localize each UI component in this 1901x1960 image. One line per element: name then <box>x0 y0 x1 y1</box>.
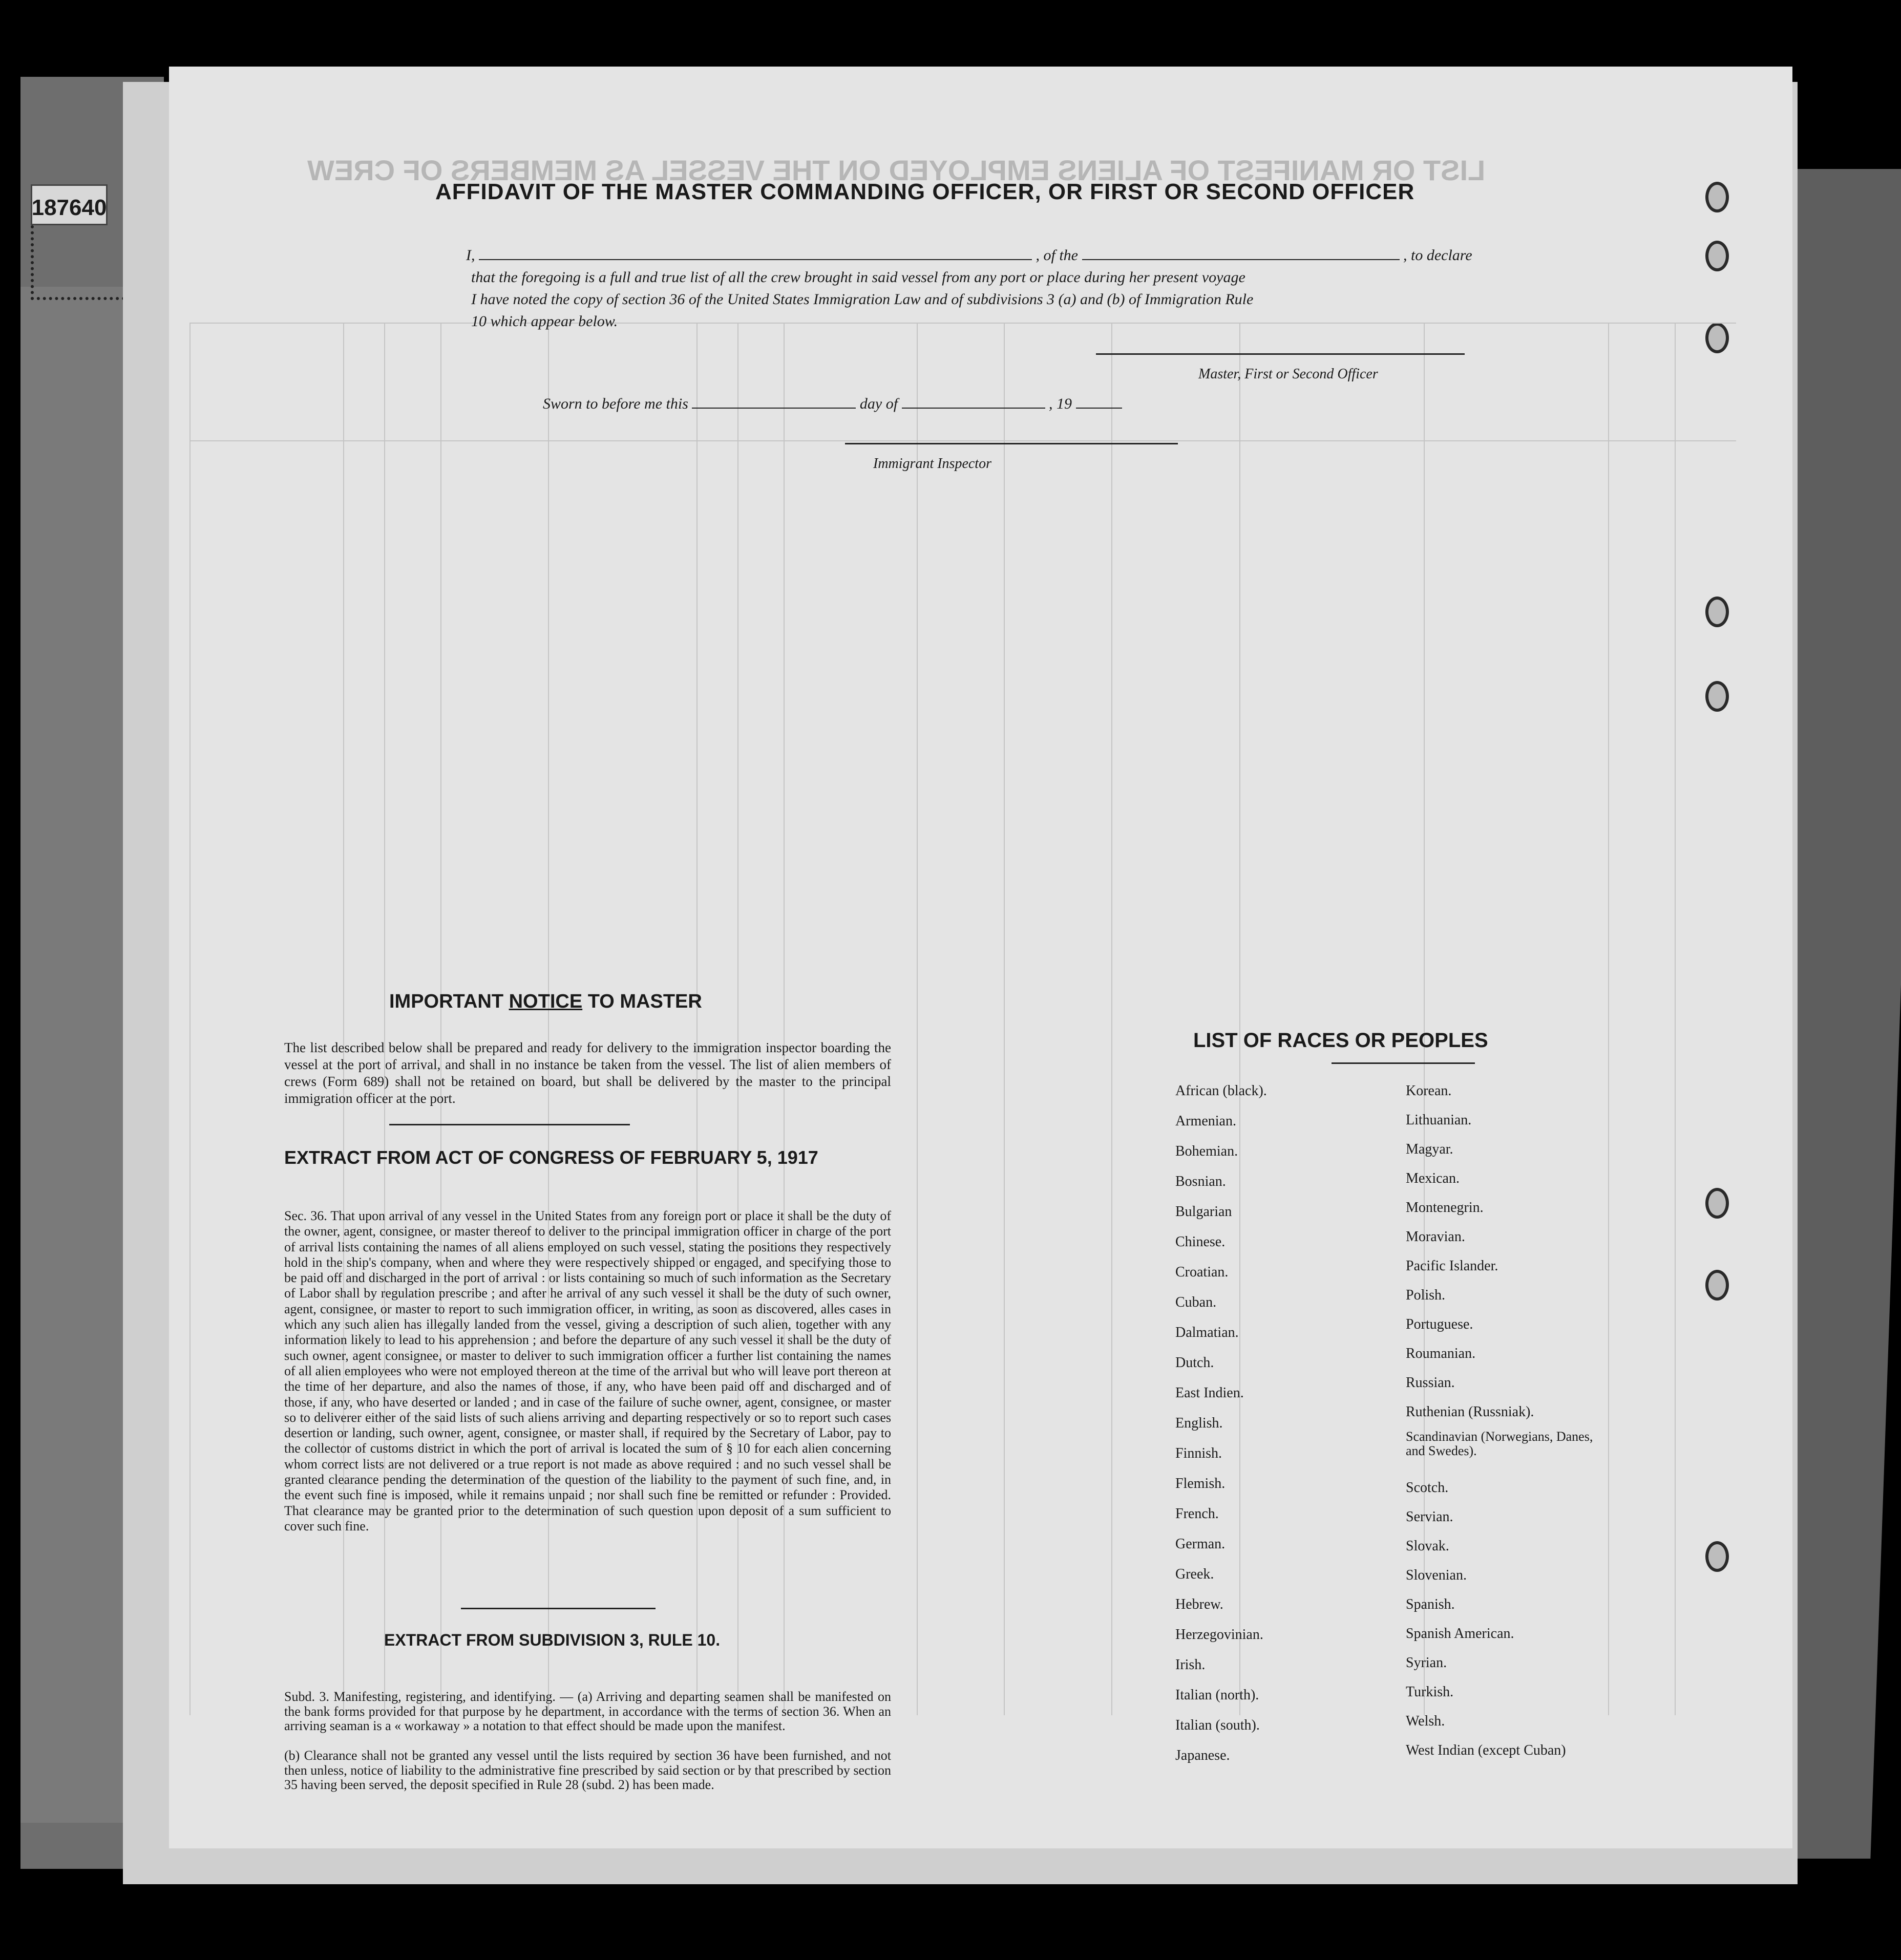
rule-body-a: Subd. 3. Manifesting, registering, and identifying. — (a) Arriving and departing seamen shall be manifested on the bank forms provided for that purpose by he department, in accordance with the terms of section 36. When an arriving seaman is a « workaway » a notation to that effect should be made upon the manifest. <box>284 1689 891 1733</box>
race-item: Slovenian. <box>1406 1567 1467 1583</box>
race-item: Finnish. <box>1175 1445 1222 1461</box>
race-item: German. <box>1175 1536 1226 1552</box>
i-label: I, <box>466 247 475 264</box>
punch-hole-icon <box>1705 182 1729 212</box>
act-heading: EXTRACT FROM ACT OF CONGRESS OF FEBRUARY 5, 1917 <box>284 1147 818 1168</box>
vessel-blank[interactable] <box>1082 246 1400 260</box>
race-item: Roumanian. <box>1406 1346 1476 1361</box>
sworn-label: Sworn to before me this <box>543 395 688 412</box>
race-item: Japanese. <box>1175 1748 1230 1763</box>
race-item: Spanish American. <box>1406 1626 1514 1642</box>
affidavit-line-2: I have noted the copy of section 36 of the United States Immigration Law and of subdivisions 3 (a) and (b) of Immigration Rule <box>471 291 1254 308</box>
race-item: Italian (south). <box>1175 1717 1260 1733</box>
race-item: African (black). <box>1175 1083 1267 1099</box>
race-item: Turkish. <box>1406 1684 1454 1700</box>
rule-body-b: (b) Clearance shall not be granted any vessel until the lists required by section 36 have been furnished, and not then unless, notice of liability to the administrative fine prescribed by said section or by that prescribed by section 35 having been served, the deposit specified in Rule 28 (subd. 2) has been made. <box>284 1748 891 1792</box>
notice-heading-important: IMPORTANT <box>389 991 504 1012</box>
notice-heading <box>389 991 702 1013</box>
name-blank[interactable] <box>479 246 1032 260</box>
inspector-signature-line[interactable] <box>845 443 1178 444</box>
day-of-label: day of <box>859 395 898 412</box>
inspector-label: Immigrant Inspector <box>873 456 991 472</box>
race-item: Italian (north). <box>1175 1687 1259 1703</box>
race-item: English. <box>1175 1415 1223 1431</box>
race-item: Armenian. <box>1175 1113 1236 1129</box>
race-item: Croatian. <box>1175 1264 1229 1280</box>
officer-label: Master, First or Second Officer <box>1198 366 1378 382</box>
race-item: Irish. <box>1175 1657 1206 1673</box>
race-item: Dalmatian. <box>1175 1325 1239 1340</box>
sworn-day-blank[interactable] <box>692 394 856 409</box>
race-item: Hebrew. <box>1175 1596 1223 1612</box>
year-label: , 19 <box>1049 395 1072 412</box>
race-item: Montenegrin. <box>1406 1200 1484 1216</box>
sworn-year-blank[interactable] <box>1076 394 1122 409</box>
stamp-number: 187640 <box>31 184 108 225</box>
race-item: French. <box>1175 1506 1219 1522</box>
race-item: Lithuanian. <box>1406 1112 1472 1128</box>
race-item: West Indian (except Cuban) <box>1406 1742 1566 1758</box>
races-heading: LIST OF RACES OR PEOPLES <box>1193 1029 1488 1052</box>
race-item: Syrian. <box>1406 1655 1447 1671</box>
race-item: East Indien. <box>1175 1385 1244 1401</box>
sworn-line <box>543 394 1122 413</box>
notice-heading-to-master: TO MASTER <box>587 991 702 1012</box>
race-item: Herzegovinian. <box>1175 1627 1263 1643</box>
affidavit-name-line <box>466 246 1472 264</box>
of-the-label: , of the <box>1036 247 1078 264</box>
race-item: Cuban. <box>1175 1294 1217 1310</box>
race-item: Bosnian. <box>1175 1174 1226 1189</box>
race-item: Russian. <box>1406 1375 1455 1391</box>
act-divider <box>461 1608 656 1609</box>
race-item: Portuguese. <box>1406 1316 1473 1332</box>
race-item: Chinese. <box>1175 1234 1226 1250</box>
races-divider <box>1332 1062 1475 1064</box>
affidavit-title: AFFIDAVIT OF THE MASTER COMMANDING OFFICER, OR FIRST OR SECOND OFFICER <box>435 179 1415 204</box>
race-item: Scandinavian (Norwegians, Danes, and Swedes). <box>1406 1429 1593 1458</box>
race-item: Scotch. <box>1406 1480 1449 1496</box>
race-item: Polish. <box>1406 1287 1446 1303</box>
race-item: Mexican. <box>1406 1170 1460 1186</box>
notice-divider <box>389 1124 630 1125</box>
race-item: Slovak. <box>1406 1538 1449 1554</box>
race-item: Ruthenian (Russniak). <box>1406 1404 1534 1420</box>
race-item: Welsh. <box>1406 1713 1445 1729</box>
affidavit-line-1: that the foregoing is a full and true list of all the crew brought in said vessel from any port or place during her present voyage <box>471 269 1245 286</box>
punch-hole-icon <box>1705 241 1729 271</box>
rule-heading: EXTRACT FROM SUBDIVISION 3, RULE 10. <box>384 1631 721 1649</box>
race-item: Spanish. <box>1406 1596 1455 1612</box>
act-body: Sec. 36. That upon arrival of any vessel in the United States from any foreign port or place it shall be the duty of the owner, agent, consignee, or master thereof to deliver to the principal immigration officer in charge of the port of arrival lists containing the names of all aliens employed on such vessel, stating the positions they respectively hold in the ship's company, when and where they were respectively shipped or engaged, and specifying those to be paid off and discharged in the port of arrival : or lists containing so much of such information as the Secretary of Labor shall by regulation prescribe ; and after he arrival of any such vessel it shall be the duty of such owner, agent, consignee, or master to report to such immigration officer, in writing, as soon as discovered, alles cases in which any such alien has illegally landed from the vessel, giving a description of such alien, together with any information likely to lead to his apprehension ; and before the departure of any such vessel it shall be the duty of such owner, agent consignee, or master to deliver to such immigration officer a further list containing the names of all alien employees who were not employed thereon at the time of the arrival but who will leave port thereon at the time of her departure, and also the names of those, if any, who have been paid off and discharged and of those, if any, who have deserted or landed ; and in case of the failure of suche owner, agent, consignee, or master so to deliverer either of the said lists of such aliens arriving and departing respectively or so to report such cases desertion or landing, such owner, agent, consignee, or master shall, if required by the Secretary of Labor, pay to the collector of customs district in which the port of arrival is located the sum of § 10 for each alien concerning whom correct lists are not delivered or a true report is not made as above required : and no such vessel shall be granted clearance pending the determination of the question of the liability to the payment of such fine, and, in the event such fine is imposed, while it remains unpaid ; nor shall such fine be remitted or refunder : Provided. That clearance may be granted prior to the determination of such question upon deposit of a sum sufficient to cover such fine. <box>284 1208 891 1533</box>
race-item: Bohemian. <box>1175 1143 1238 1159</box>
race-item: Greek. <box>1175 1566 1214 1582</box>
race-item: Korean. <box>1406 1083 1452 1099</box>
race-item: Bulgarian <box>1175 1204 1232 1220</box>
race-item: Moravian. <box>1406 1229 1465 1245</box>
officer-signature-line[interactable] <box>1096 353 1465 355</box>
notice-heading-notice: NOTICE <box>509 991 583 1012</box>
stamp-perforation <box>31 225 131 300</box>
declare-label: , to declare <box>1403 247 1472 264</box>
affidavit-line-3: 10 which appear below. <box>471 313 618 330</box>
sworn-month-blank[interactable] <box>902 394 1045 409</box>
race-item: Magyar. <box>1406 1141 1453 1157</box>
race-item: Flemish. <box>1175 1476 1226 1492</box>
race-item: Dutch. <box>1175 1355 1214 1371</box>
race-item: Pacific Islander. <box>1406 1258 1498 1274</box>
race-item: Servian. <box>1406 1509 1453 1525</box>
bleed-through-heading: LIST OR MANIFEST OF ALIENS EMPLOYED ON THE VESSEL AS MEMBERS OF CREW <box>307 154 1486 186</box>
notice-body: The list described below shall be prepared and ready for delivery to the immigration inspector boarding the vessel at the port of arrival, and shall in no instance be taken from the vessel. The list of alien members of crews (Form 689) shall not be retained on board, but shall be delivered by the master to the principal immigration officer at the port. <box>284 1040 891 1106</box>
